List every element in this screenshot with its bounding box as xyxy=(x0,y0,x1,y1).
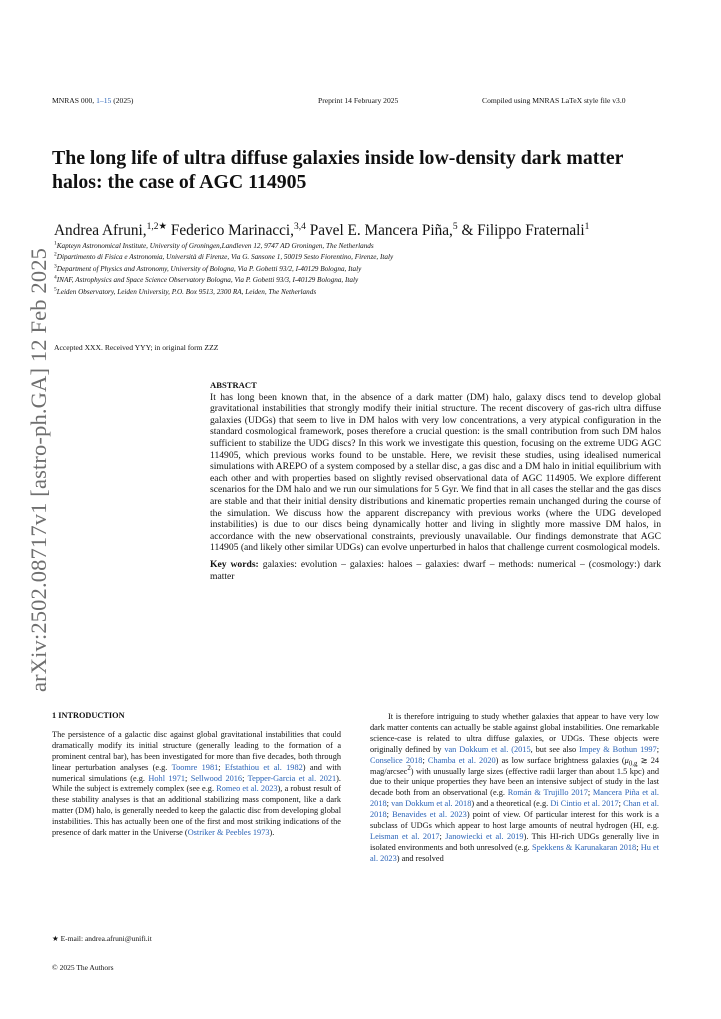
acceptance-note: Accepted XXX. Received YYY; in original form ZZZ xyxy=(54,343,219,352)
author-name: & Filippo Fraternali xyxy=(461,222,585,239)
author-affiliation-marker: 1,2★ xyxy=(146,221,168,232)
text-run: ) with unusually large sizes (effective radii larger than about 1.5 kpc) and due to their unique properties they have been an intensive subject of study in the last decade both from an observational (e.g. xyxy=(370,766,659,798)
text-run: ; xyxy=(386,799,392,809)
author-name: Andrea Afruni, xyxy=(54,222,147,239)
keywords-line xyxy=(210,559,661,582)
citation-link[interactable]: Benavides et al. 2023 xyxy=(392,810,467,820)
affiliation-text: Department of Physics and Astronomy, University of Bologna, Via P. Gobetti 93/2, I-40129 Bologna, Italy xyxy=(56,264,362,273)
intro-column-left xyxy=(52,711,341,839)
text-run: , but see also xyxy=(530,744,580,754)
text-run: ; xyxy=(422,755,428,765)
text-run: ) and resolved xyxy=(396,853,444,863)
text-run: ; xyxy=(242,773,248,783)
text-run: ) and with numerical simulations (e.g. xyxy=(52,762,341,783)
citation-link[interactable]: Conselice 2018 xyxy=(370,755,423,765)
math-symbol: μ xyxy=(624,755,629,765)
affiliation-line xyxy=(54,275,393,286)
superscript: 2 xyxy=(407,764,411,772)
section-heading: 1 INTRODUCTION xyxy=(52,711,125,720)
text-run: ; xyxy=(618,799,624,809)
citation-link[interactable]: Hohl 1971 xyxy=(148,773,186,783)
affiliation-text: Dipartimento di Fisica e Astronomia, Università di Firenze, Via G. Sansone 1, 50019 Sesto Fiorentino, Firenze, Italy xyxy=(56,253,394,262)
abstract-block xyxy=(210,380,661,582)
affiliation-number: 1 xyxy=(54,240,57,247)
text-run: ). xyxy=(269,828,275,838)
text-run: ). This HI-rich UDGs generally live in isolated environments and both unresolved (e.g. xyxy=(370,831,659,852)
citation-link[interactable]: Sellwood 2016 xyxy=(190,773,243,783)
latex-style-note: Compiled using MNRAS LaTeX style file v3.0 xyxy=(482,96,626,105)
text-run: ≳ 24 mag/arcsec xyxy=(370,755,660,776)
text-run: ), a robust result of these stability analyses is that an additional stabilizing mass component, like a dark matter (DM) halo, is generally needed to keep the galactic disc from developing global instabilities. This has actually been one of the first and most striking indications of the presence of dark matter in the Universe ( xyxy=(52,784,341,838)
text-run: ; xyxy=(636,842,641,852)
intro-paragraph-2 xyxy=(370,712,659,865)
affiliation-text: Leiden Observatory, Leiden University, P.O. Box 9513, 2300 RA, Leiden, The Netherlands xyxy=(56,287,317,296)
citation-link[interactable]: van Dokkum et al. (2015 xyxy=(444,744,531,754)
text-run: ; xyxy=(386,810,393,820)
affiliation-line xyxy=(54,241,393,252)
citation-link[interactable]: Spekkens & Karunakaran 2018 xyxy=(531,842,637,852)
subscript: 0,g xyxy=(628,760,638,768)
citation-link[interactable]: Leisman et al. 2017 xyxy=(370,831,440,841)
affiliation-number: 2 xyxy=(54,252,57,259)
citation-link[interactable]: Mancera Piña et al. 2018 xyxy=(370,788,659,809)
keywords-label: Key words: xyxy=(210,558,259,570)
abstract-heading: ABSTRACT xyxy=(210,380,257,390)
citation-link[interactable]: Romeo et al. 2023 xyxy=(216,784,278,794)
text-run: ; xyxy=(656,744,659,754)
affiliation-line xyxy=(54,287,393,298)
keywords-text: galaxies: evolution – galaxies: haloes – galaxies: dwarf – methods: numerical – (cosmology:) dark matter xyxy=(210,558,661,582)
abstract-text: It has long been known that, in the absence of a dark matter (DM) halo, galaxy discs tend to develop global gravitational instabilities that strongly modify their initial structure. The recent discovery of gas-rich ultra diffuse galaxies (UDGs) that seem to live in DM halos with very low concentrations, a very atypical configuration in the standard cosmological framework, poses therefore a crucial question: is the small contribution from such DM halos sufficient to stabilize the UDG discs? In this work we investigate this question, focusing on the extreme UDG AGC 114905, which previous works found to be unstable. Here, we revisit these studies, using idealised numerical simulations with AREPO of a system composed by a stellar disc, a gas disc and a DM halo in initial equilibrium with each other and with properties based on slightly revised observational data of AGC 114905. We explore different scenarios for the DM halo and we run our simulations for 5 Gyr. We find that in all cases the stellar and the gas discs are stable and that their initial density distributions and kinematic properties remain unchanged during the course of the simulation. We discuss how the apparent discrepancy with previous works (where the UDG developed instabilities) is due to our discs being dynamically hotter and living in slightly more massive DM halos, in accordance with the new observational constraints, previously unavailable. Our findings demonstrate that AGC 114905 (and likely other similar UDGs) can evolve unperturbed in halos that challenge current cosmological models. xyxy=(210,391,661,554)
text-run: ). While the subject is extremely complex (see e.g. xyxy=(52,773,342,794)
text-run: ; xyxy=(185,773,191,783)
text-run: ; xyxy=(587,788,593,798)
citation-link[interactable]: Chamba et al. 2020 xyxy=(427,755,496,765)
intro-paragraph-1 xyxy=(52,730,341,839)
affiliation-number: 5 xyxy=(54,286,57,293)
citation-link[interactable]: Román & Trujillo 2017 xyxy=(507,788,588,798)
author-affiliation-marker: 3,4 xyxy=(294,221,306,232)
affiliation-text: Kapteyn Astronomical Institute, University of Groningen,Landleven 12, 9747 AD Groningen, The Netherlands xyxy=(56,242,374,250)
citation-link[interactable]: Ostriker & Peebles 1973 xyxy=(187,828,270,838)
author-affiliation-marker: 1 xyxy=(584,221,590,232)
citation-link[interactable]: Hu et al. 2023 xyxy=(370,842,660,863)
email-footnote: ★ E-mail: andrea.afruni@unifi.it xyxy=(52,934,152,943)
text-run: ) point of view. Of particular interest for this work is a subclass of UDGs which appear to host large amounts of neutral hydrogen (HI, e.g. xyxy=(370,810,659,831)
text-run: ) and a theoretical (e.g. xyxy=(471,799,551,809)
author-name: Pavel E. Mancera Piña, xyxy=(309,222,453,239)
affiliation-line xyxy=(54,252,393,263)
intro-column-right xyxy=(370,712,659,865)
affiliation-list xyxy=(54,241,393,298)
citation-link[interactable]: Tepper-Garcia et al. 2021 xyxy=(247,773,337,783)
text-run: ; xyxy=(439,831,446,841)
affiliation-number: 4 xyxy=(54,274,57,281)
author-name: Federico Marinacci, xyxy=(170,222,295,239)
citation-link[interactable]: Impey & Bothun 1997 xyxy=(579,744,657,754)
citation-link[interactable]: van Dokkum et al. 2018 xyxy=(391,799,472,809)
paper-title: The long life of ultra diffuse galaxies inside low-density dark matter halos: the case of AGC 114905 xyxy=(52,147,624,193)
copyright-note: © 2025 The Authors xyxy=(52,963,114,972)
citation-link[interactable]: Toomre 1981 xyxy=(171,762,219,772)
citation-link[interactable]: Janowiecki et al. 2019 xyxy=(445,831,524,841)
arxiv-identifier: arXiv:2502.08717v1 [astro-ph.GA] 12 Feb 2025 xyxy=(26,247,51,693)
citation-link[interactable]: Di Cintio et al. 2017 xyxy=(550,799,619,809)
text-run: The persistence of a galactic disc against global gravitational instabilities that could dramatically modify its initial structure (generally leading to the formation of a prominent central bar), has been investigated for more than five decades, both through linear perturbation analyses (e.g. xyxy=(52,729,341,772)
author-list xyxy=(54,222,589,240)
preprint-date: Preprint 14 February 2025 xyxy=(318,96,399,105)
journal-ref: MNRAS 000, 1–15 (2025) xyxy=(52,96,134,105)
author-affiliation-marker: 5 xyxy=(452,221,458,232)
text-run: ; xyxy=(218,762,225,772)
text-run: ) as low surface brightness galaxies ( xyxy=(495,755,625,765)
affiliation-number: 3 xyxy=(54,263,57,270)
citation-link[interactable]: Efstathiou et al. 1982 xyxy=(224,762,303,772)
affiliation-text: INAF, Astrophysics and Space Science Observatory Bologna, Via P. Gobetti 93/3, I-40129 Bologna, Italy xyxy=(56,276,359,285)
affiliation-line xyxy=(54,264,393,275)
text-run: It is therefore intriguing to study whether galaxies that appear to have very low dark matter contents can actually be stable against global instabilities. One remarkable science-case is related to ultra diffuse galaxies, or UDGs. These objects were originally defined by xyxy=(370,712,659,754)
citation-link[interactable]: Chan et al. 2018 xyxy=(370,799,659,820)
